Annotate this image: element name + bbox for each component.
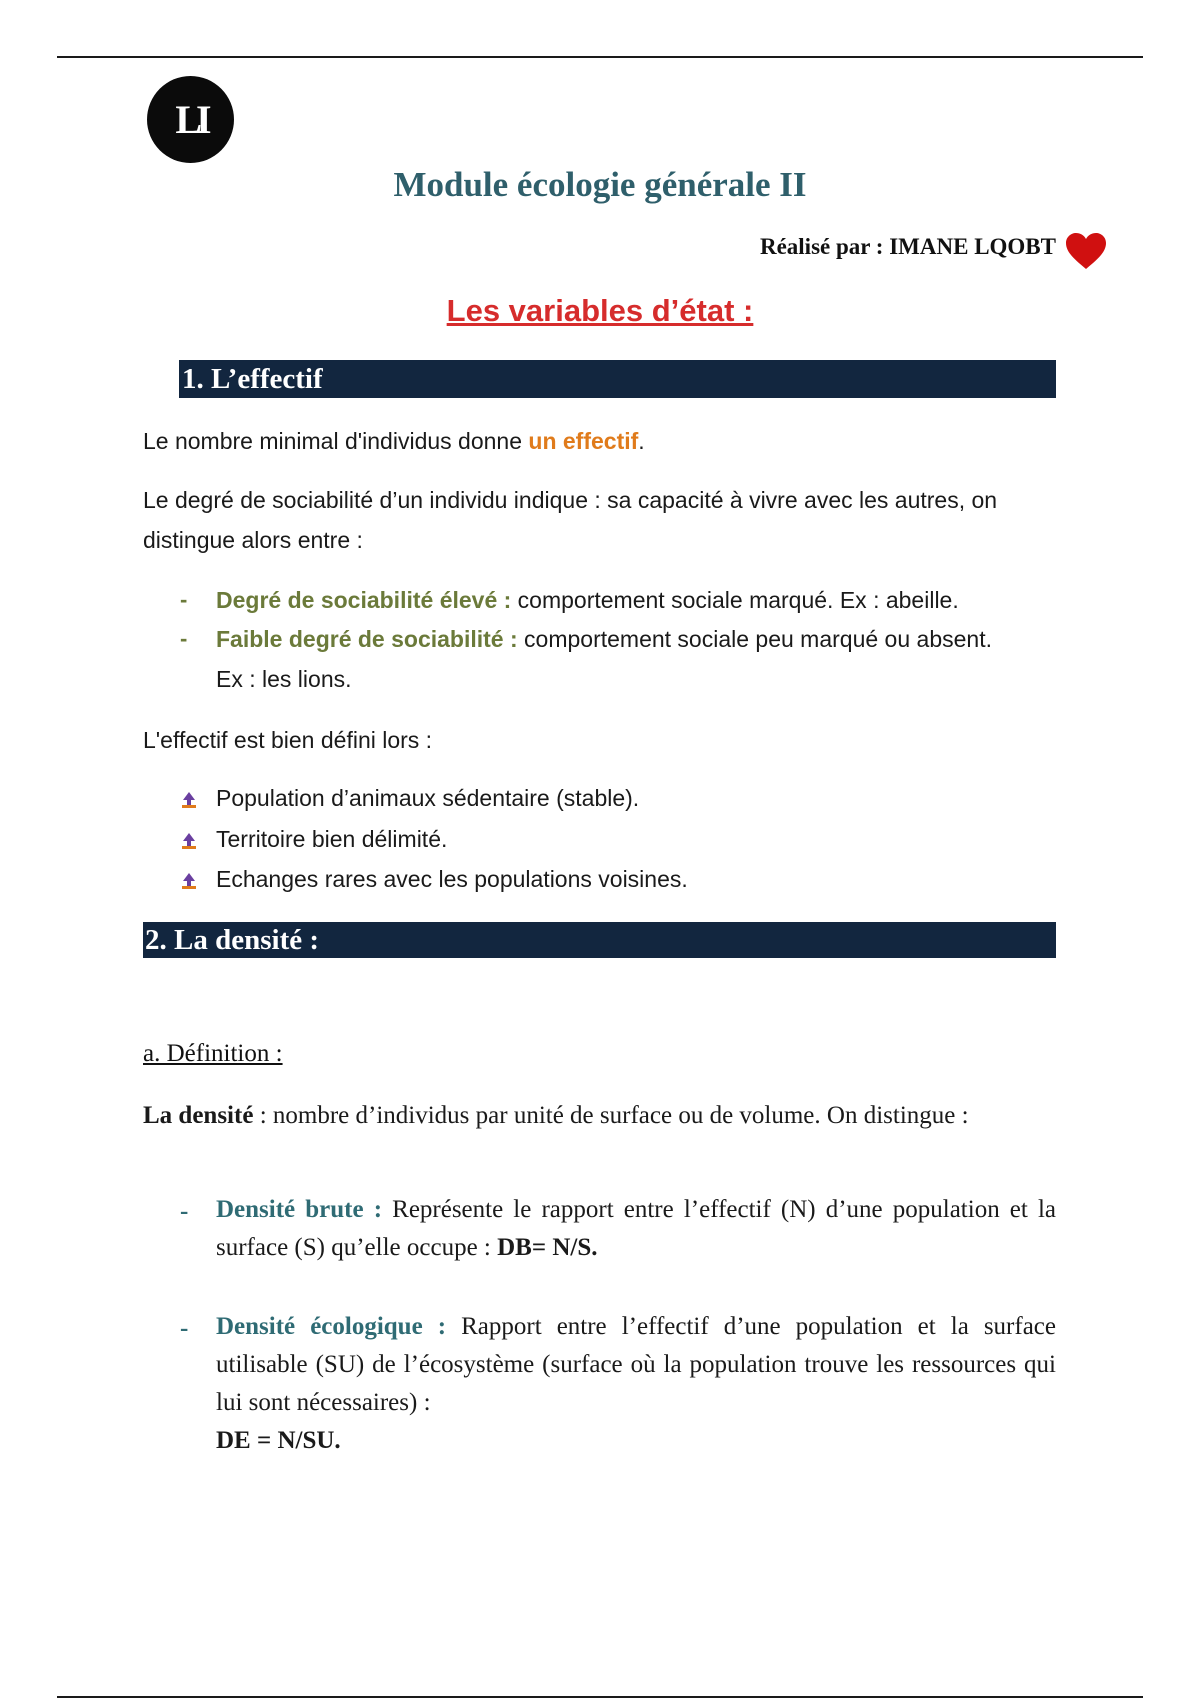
- list-item: Faible degré de sociabilité : comportement sociale peu marqué ou absent. Ex : les lions.: [216, 626, 992, 692]
- logo: [147, 76, 234, 163]
- list-item: Territoire bien délimité.: [216, 826, 448, 852]
- arrow-bullet-icon: [180, 872, 198, 890]
- arrow-bullet-icon: [180, 791, 198, 809]
- paragraph-defini: L'effectif est bien défini lors :: [143, 727, 433, 753]
- top-rule: [57, 56, 1143, 58]
- section-2-heading: 2. La densité :: [143, 922, 1056, 958]
- dash-bullet: -: [180, 626, 188, 651]
- paragraph-sociabilite: Le degré de sociabilité d’un individu indique : sa capacité à vivre avec les autres, on distingue alors entre :: [143, 487, 998, 553]
- subheading-definition: a. Définition :: [143, 1040, 283, 1067]
- document-title: Module écologie générale II: [393, 165, 807, 204]
- list-item: Echanges rares avec les populations voisines.: [216, 866, 688, 892]
- paragraph-densite: La densité : nombre d’individus par unité de surface ou de volume. On distingue :: [143, 1102, 969, 1129]
- list-item: Densité brute : Représente le rapport entre l’effectif (N) d’une population et la surface (S) qu’elle occupe : DB= N/S.: [216, 1196, 1056, 1261]
- paragraph-effectif: Le nombre minimal d'individus donne un effectif.: [143, 428, 645, 454]
- list-item: Degré de sociabilité élevé : comportement sociale marqué. Ex : abeille.: [216, 587, 959, 613]
- section-1-heading: 1. L’effectif: [179, 360, 1056, 398]
- logo-text: LI: [175, 97, 206, 142]
- bottom-rule: [57, 1696, 1143, 1698]
- arrow-bullet-icon: [180, 832, 198, 850]
- dash-bullet: -: [180, 587, 188, 612]
- section-title: Les variables d’état :: [446, 293, 754, 328]
- list-item: Population d’animaux sédentaire (stable).: [216, 785, 640, 811]
- highlight-term: un effectif: [528, 428, 639, 454]
- dash-bullet: -: [180, 1198, 189, 1225]
- author-line: Réalisé par : IMANE LQOBT: [759, 234, 1056, 259]
- dash-bullet: -: [180, 1315, 189, 1342]
- heart-icon: [1064, 231, 1108, 271]
- list-item: Densité écologique : Rapport entre l’effectif d’une population et la surface utilisable (SU) de l’écosystème (surface où la population trouve les ressources qui lui sont nécessaires) : DE = N/SU.: [216, 1313, 1056, 1454]
